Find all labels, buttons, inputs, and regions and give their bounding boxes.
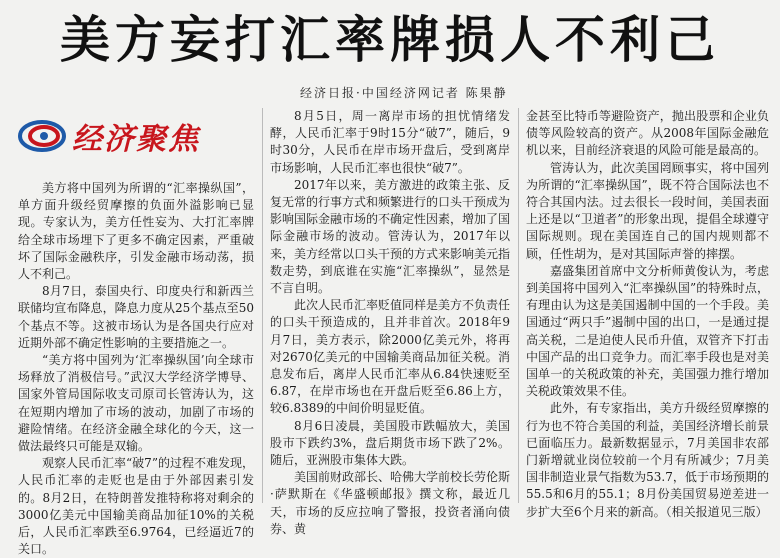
paragraph: 金甚至比特币等避险资产，抛出股票和企业负债等风险较高的资产。从2008年国际金融危机以来，目前经济衰退的风险可能是最高的。 — [526, 109, 769, 158]
paragraph: 此次人民币汇率贬值同样是美方不负责任的口头干预造成的，且并非首次。2018年9月7日，美方表示，除2000亿美元外，将再对2670亿美元的中国输美商品加征关税。消息发布后，离岸人民币汇率从6.84快速贬至6.87，在岸市场也在开盘后贬至6.86上方，较6.8389的中间价明显贬值。 — [270, 298, 511, 416]
byline: 经济日报·中国经济网记者 陈果静 — [300, 86, 508, 100]
article-column-1 — [18, 180, 254, 557]
paragraph: 8月5日，周一离岸市场的担忧情绪发酵，人民币汇率于9时15分“破7”，随后，9时30分，人民币在岸市场开盘后，受到离岸市场影响，人民币汇率也很快“破7”。 — [270, 109, 510, 175]
article-column-2 — [270, 108, 511, 536]
paragraph: 嘉盛集团首席中文分析师黄俊认为，考虑到美国将中国列入“汇率操纵国”的特殊时点，有理由认为这是美国遏制中国的一个手段。美国通过“两只手”遏制中国的出口，一是通过提高关税，二是迫使人民币升值，双管齐下打击中国产品的出口竞争力。而汇率手段也是对美国单一的关税政策的补充，美国强力推行增加关税政策效果不佳。 — [526, 263, 769, 399]
article-column-3 — [526, 108, 769, 519]
column-divider — [518, 108, 519, 503]
paragraph: “美方将中国列为‘汇率操纵国’向全球市场释放了消极信号。”武汉大学经济学博导、国家外管局国际收支司原司长管涛认为，这在短期内增加了市场的波动，加剧了市场的避险情绪。在经济金融全球化的今天，这一做法最终只可能是双输。 — [18, 353, 254, 454]
paragraph: 管涛认为，此次美国罔顾事实，将中国列为所谓的“汇率操纵国”，既不符合国际法也不符合其国内法。过去很长一段时间，美国表面上还是以“卫道者”的形象出现，提倡全球遵守国际规则。现在美国连自己的国内规则都不顾，任性胡为，是对其国际声誉的摔摆。 — [526, 160, 769, 261]
paragraph: 美方将中国列为所谓的“汇率操纵国”，单方面升级经贸摩擦的负面外溢影响已显现。专家认为，美方任性妄为、大打汇率牌给全球市场埋下了更多不确定因素，严重破坏了国际金融秩序，引发金融市场动荡，损人不利己。 — [18, 181, 254, 282]
paragraph: 8月6日凌晨，美国股市跌幅放大，美国股市下跌约3%，盘后期货市场下跌了2%。随后，亚洲股市集体大跌。 — [270, 418, 510, 468]
paragraph: 美国前财政部长、哈佛大学前校长劳伦斯·萨默斯在《华盛顿邮报》撰文称，最近几天，市场的反应拉响了警报，投资者涌向债券、黄 — [270, 470, 511, 536]
paragraph: 此外，有专家指出，美方升级经贸摩擦的行为也不符合美国的利益，美国经济增长前景已面临压力。最新数据显示，7月美国非农部门新增就业岗位较前一个月有所减少；7月美国非制造业景气指数为53.7，低于市场预期的55.5和6月的55.1；8月份美国贸易逆差进一步扩大至6个月来的新高。（相关报道见三版） — [526, 401, 769, 519]
paragraph: 8月7日，泰国央行、印度央行和新西兰联储均宣布降息，降息力度从25个基点至50个基点不等。这被市场认为是各国央行应对近期外部不确定性影响的主要措施之一。 — [18, 284, 254, 350]
paragraph: 2017年以来，美方激进的政策主张、反复无常的行事方式和频繁进行的口头干预成为影响国际金融市场的不确定性因素，增加了国际金融市场的波动。管涛认为，2017年以来，美方经常以口头干预的方式来影响美元指数走势，到底谁在实施“汇率操纵”，显然是不言自明。 — [270, 177, 511, 296]
column-logo-text: 经济聚焦 — [72, 122, 200, 157]
headline: 美方妄打汇率牌损人不利己 — [60, 11, 720, 69]
paragraph: 观察人民币汇率“破7”的过程不难发现，人民币汇率的走贬也是由于外部因素引发的。8月2日，在特朗普发推特称将对剩余的3000亿美元中国输美商品加征10%的关税后，人民币汇率跌至6.9764，已经逼近7的关口。 — [18, 456, 254, 557]
swirl-logo-icon — [18, 118, 68, 154]
column-divider — [262, 108, 263, 503]
column-logo — [18, 110, 250, 162]
